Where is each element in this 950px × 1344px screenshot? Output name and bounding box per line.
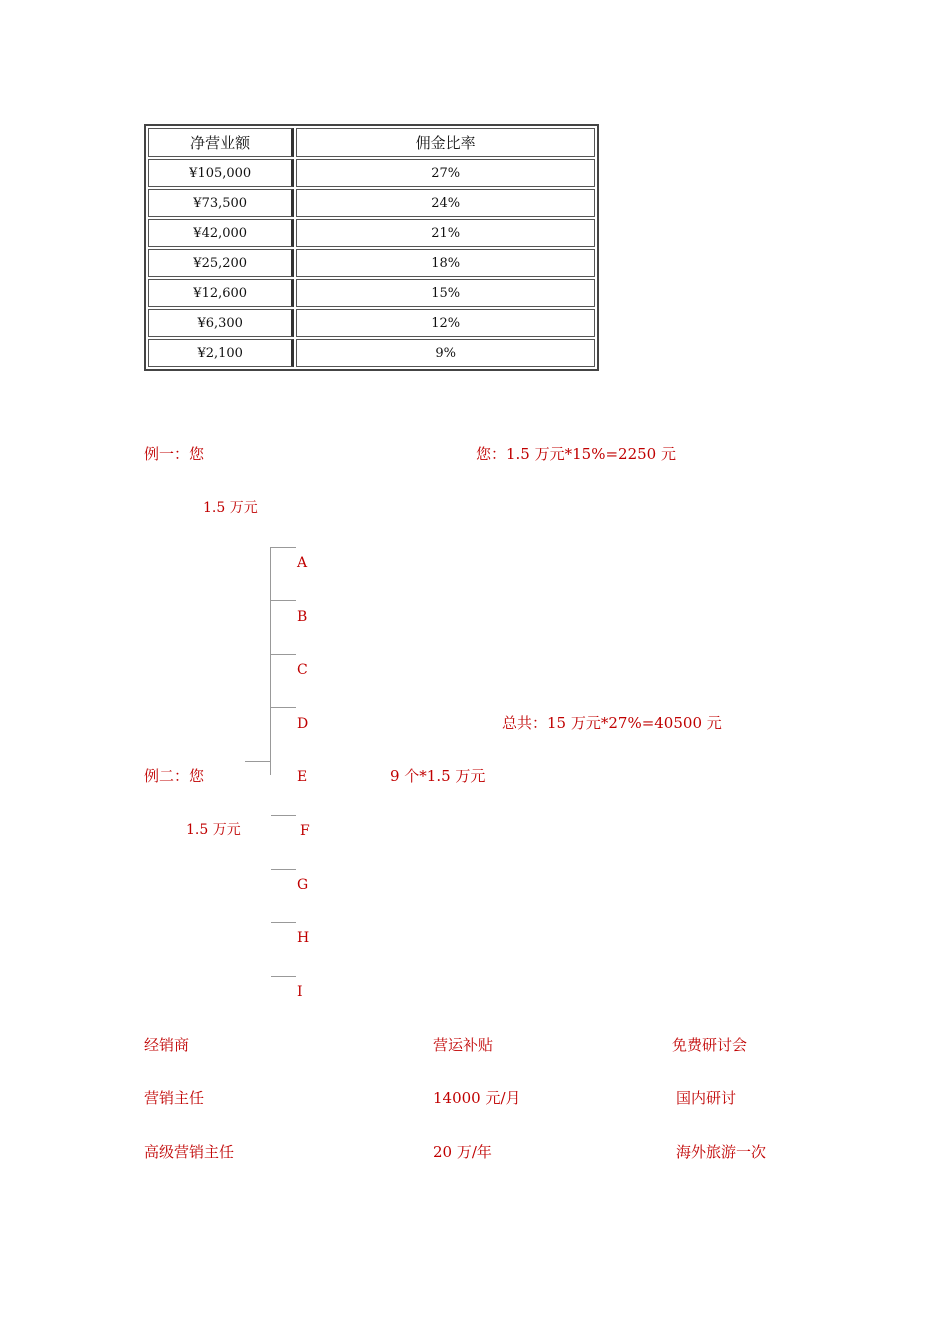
tree-node: H xyxy=(297,930,310,946)
rate-cell: 15% xyxy=(296,279,595,307)
example2-label: 例二：您 xyxy=(144,767,205,785)
table-row xyxy=(148,309,595,337)
example2-count: 9 个*1.5 万元 xyxy=(390,767,486,785)
example1-label: 例一：您 xyxy=(144,445,205,463)
rate-cell: 27% xyxy=(296,159,595,187)
table-row xyxy=(148,279,595,307)
benefit-level: 经销商 xyxy=(144,1036,190,1054)
tree-node: D xyxy=(297,716,309,732)
net-sales-cell: ¥6,300 xyxy=(148,309,294,337)
benefit-allowance: 20 万/年 xyxy=(433,1143,492,1161)
rate-cell: 24% xyxy=(296,189,595,217)
tree-branch-line xyxy=(271,707,296,708)
header-commission-rate: 佣金比率 xyxy=(296,128,595,157)
commission-table xyxy=(144,124,599,371)
tree-branch-line xyxy=(271,600,296,601)
table-header-row xyxy=(148,128,595,157)
benefit-level: 高级营销主任 xyxy=(144,1143,235,1161)
net-sales-cell: ¥73,500 xyxy=(148,189,294,217)
table-row xyxy=(148,339,595,367)
header-net-sales: 净营业额 xyxy=(148,128,294,157)
tree-node: C xyxy=(297,662,308,678)
example1-amount: 1.5 万元 xyxy=(203,500,258,516)
tree-node: I xyxy=(297,984,303,1000)
net-sales-cell: ¥12,600 xyxy=(148,279,294,307)
benefit-reward: 免费研讨会 xyxy=(672,1036,748,1054)
benefit-level: 营销主任 xyxy=(144,1089,205,1107)
benefit-allowance: 14000 元/月 xyxy=(433,1089,521,1107)
benefit-reward: 海外旅游一次 xyxy=(676,1143,767,1161)
tree-node: E xyxy=(297,769,308,785)
net-sales-cell: ¥42,000 xyxy=(148,219,294,247)
tree-trunk-line-lower xyxy=(270,761,271,775)
example2-total: 总共：15 万元*27%=40500 元 xyxy=(502,714,722,732)
tree-node: F xyxy=(300,823,310,839)
tree-branch-line xyxy=(271,869,296,870)
tree-branch-line xyxy=(271,922,296,923)
rate-cell: 21% xyxy=(296,219,595,247)
tree-branch-line xyxy=(271,547,296,548)
tree-branch-line xyxy=(271,654,296,655)
tree-branch-line xyxy=(271,976,296,977)
example1-result: 您：1.5 万元*15%=2250 元 xyxy=(476,445,676,463)
rate-cell: 12% xyxy=(296,309,595,337)
tree-root-connector xyxy=(245,761,271,762)
net-sales-cell: ¥2,100 xyxy=(148,339,294,367)
tree-node: A xyxy=(297,555,308,571)
tree-branch-line xyxy=(271,815,296,816)
table-row xyxy=(148,159,595,187)
tree-node: G xyxy=(297,877,309,893)
rate-cell: 9% xyxy=(296,339,595,367)
benefit-allowance: 营运补贴 xyxy=(433,1036,494,1054)
rate-cell: 18% xyxy=(296,249,595,277)
table-row xyxy=(148,249,595,277)
tree-node: B xyxy=(297,609,308,625)
net-sales-cell: ¥105,000 xyxy=(148,159,294,187)
benefit-reward: 国内研讨 xyxy=(676,1089,737,1107)
table-row xyxy=(148,189,595,217)
example2-amount: 1.5 万元 xyxy=(186,822,241,838)
table-row xyxy=(148,219,595,247)
net-sales-cell: ¥25,200 xyxy=(148,249,294,277)
